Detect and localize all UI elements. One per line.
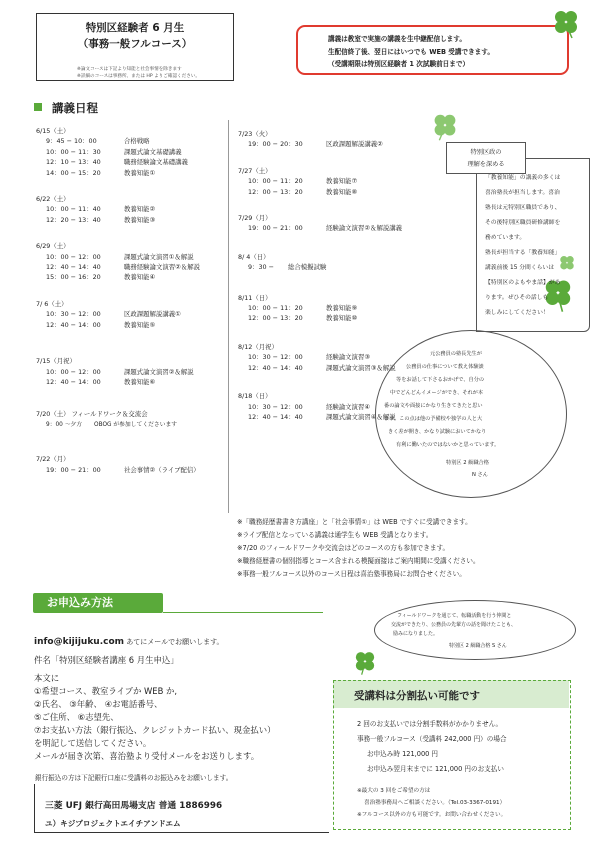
- payment-small: ※フルコース以外の方も可能です。お問い合わせください。: [357, 812, 507, 818]
- apply-item: メールが届き次第、喜治塾より受付メールをお送りします。: [34, 751, 260, 761]
- notice-line: （受講期限は特別区経験者 1 次試験前日まで）: [328, 60, 470, 68]
- schedule-date: 7/29（月）: [238, 214, 272, 223]
- testimonial-bubble: 元公務員の塾長先生が 公務員の仕事について教え体験談 等をお話して下さるおかげで、自分の 中でどんどんイメージができ、それが本 番の論文や面接にかなり生きてきたと思い ます。この点は他の予備校や独学の人と大 きく差が開き、かなり試験においてかなり 有利に働いたのではないかと思っています。 特別区 2 級職合格 N さん: [375, 330, 567, 498]
- email-link[interactable]: info@kijijuku.com: [34, 637, 125, 647]
- note-line: ※事務一般フルコース以外のコース日程は喜治塾事務局にお問合せください。: [237, 570, 466, 578]
- bank-box: [34, 774, 329, 833]
- schedule-column-left: 6/15（土） 9：45 − 10：00 合格戦略 10：00 − 11：30 課題式論文基礎講義 12：10 − 13：40 職務経験論文基礎講義 14：00 − 15：20 教養知能① 6/22（土） 10：00 − 11：40 教養知能② 12：20 − 13：40 教養知能③ 6/29（土） 10：00 − 12：00 課題式論文演習①＆解説 12：40 − 14：40 職務経験論文演習②＆解説 15：00 − 16：20 教養知能④ 7/ 6（土） 10：30 − 12：00 区政課題解説講義① 12：40 − 14：00 教養知能⑤ 7/15（月祝） 10：00 − 12：00 課題式論文演習②＆解説 12：40 − 14：00 教養知能⑥ 7/20（土） フィールドワーク＆交流会 9：00 ～夕方 OBOG が参加してくださいます 7/22（月） 19：00 − 21：00 社会事情②（ライブ配信）: [36, 127, 201, 474]
- notice-line: 講義は教室で実施の講義を生中継配信します。: [328, 35, 466, 43]
- apply-heading: お申込み方法: [33, 593, 163, 613]
- apply-item: ⑤ご住所、 ⑥志望先、: [34, 712, 119, 722]
- payment-line: 事務一般フルコース（受講料 242,000 円）の場合: [357, 735, 507, 743]
- note-line: ※職務経歴書の個別指導とコース含まれる模擬面接はご案内期間に受講ください。: [237, 557, 480, 565]
- apply-subject: 件名「特別区経験者講座 6 月生申込」: [34, 655, 179, 665]
- schedule-date: 8/12（月祝）: [238, 342, 278, 351]
- schedule-date: 7/ 6（土）: [36, 299, 68, 308]
- clover-icon: [350, 648, 380, 678]
- clover-icon: [548, 6, 584, 42]
- schedule-date: 6/29（土）: [36, 242, 70, 251]
- payment-small: 喜治塾事務局へご相談ください。（Tel.03-3367-0191）: [364, 800, 506, 806]
- schedule-date: 8/ 4（日）: [238, 252, 270, 261]
- side-panel: 「教養知能」の講義の多くは 喜治塾長が担当します。喜治 塾長は元特別区職員であり、 その後特別区職員研修講師を 務めています。 塾長が担当する「教養知能」 講義前後 15 分間くらいは 【特別区のよもやま話】があ ります。ぜひその話しも 楽しみにしてください！: [476, 158, 590, 332]
- bank-note: 銀行振込の方は下記銀行口座に受講料のお振込みをお願いします。: [35, 774, 233, 782]
- apply-email-line: info@kijijuku.com あてにメールでお願いします。: [34, 637, 224, 647]
- title-note: ※論文コースは下記より知能と社会事情を除きます: [77, 67, 182, 72]
- payment-small: ※最大の 3 回をご希望の方は: [357, 788, 431, 794]
- course-title: 特別区経験者 6 月生: [85, 22, 185, 34]
- schedule-column-right: 7/23（火） 19：00 − 20：30 区政課題解説講義② 7/27（土） 10：00 − 11：20 教養知能⑦ 12：00 − 13：20 教養知能⑧ 7/29（月） 19：00 − 21：00 経験論文演習②＆解説講義 8/ 4（日） 9：30 − 総合模擬試験 8/11（日） 10：00 − 11：20 教養知能⑨ 12：00 − 13：20 教養知能⑩ 8/12（月祝） 10：30 − 12：00 経験論文演習③ 12：40 − 14：40 課題式論文演習③＆解説 8/18（日） 10：30 − 12：00 経験論文演習④ 12：40 − 14：40 課題式論文演習④＆解説: [238, 130, 403, 421]
- apply-item: ①希望コース、教室ライブか WEB か,: [34, 686, 178, 696]
- schedule-date: 6/15（土）: [36, 127, 70, 135]
- notice-line: 生配信終了後、翌日にはいつでも WEB 受講できます。: [328, 48, 494, 56]
- payment-line: お申込み時 121,000 円: [367, 750, 439, 758]
- note-line: ※7/20 のフィールドワークや交流会はどのコースの方も参加できます。: [237, 544, 450, 552]
- schedule-date: 8/11（日）: [238, 293, 272, 302]
- schedule-date: 7/27（土）: [238, 166, 272, 175]
- bank-name: ユ）キジプロジェクトエイチアンドエム: [45, 819, 181, 828]
- payment-heading: 受講料は分割払い可能です: [354, 690, 480, 702]
- payment-line: お申込み翌月末までに 121,000 円のお支払い: [367, 765, 504, 773]
- apply-item: を明記して送信してください。: [34, 738, 152, 748]
- payment-line: 2 回のお支払いでは分割手数料がかかりません。: [357, 720, 503, 728]
- schedule-date: 7/20（土） フィールドワーク＆交流会: [36, 410, 148, 419]
- apply-item: ⑦お支払い方法（銀行振込、クレジットカード払い、現金払い）: [34, 725, 276, 735]
- course-subtitle: （事務一般フルコース）: [77, 38, 193, 50]
- side-title-box: 特別区政の 理解を深める: [446, 142, 526, 174]
- schedule-date: 6/22（土）: [36, 195, 70, 204]
- note-line: ※「職務経歴書書き方講座」と「社会事情①」は WEB ですぐに受講できます。: [237, 518, 472, 526]
- bank-account: 三菱 UFJ 銀行高田馬場支店 普通 1886996: [45, 801, 223, 811]
- schedule-date: 8/18（日）: [238, 392, 272, 401]
- course-title-box: [36, 13, 234, 81]
- title-note: ※詳細のコースは事務所、または HP よりご確認ください。: [77, 74, 201, 79]
- fieldwork-bubble: フィールドワークを通じて、転職活動を行う仲間と 交流ができたり、公務員の先輩方の話を聞けたことも、 励みになりました。 特別区 2 級職合格 S さん: [374, 600, 576, 660]
- schedule-date: 7/22（月）: [36, 455, 70, 464]
- heading-rule: [163, 612, 323, 613]
- schedule-date: 7/15（月祝）: [36, 357, 76, 366]
- schedule-date: 7/23（火）: [238, 130, 272, 138]
- clover-icon: [428, 110, 462, 144]
- notice-box: [296, 25, 569, 75]
- note-line: ※ライブ配信となっている講義は通学生も WEB 受講となります。: [237, 531, 433, 539]
- schedule-heading: 講義日程: [34, 100, 98, 116]
- column-divider: [228, 120, 229, 513]
- apply-item: ②氏名、 ③年齢、 ④お電話番号、: [34, 699, 163, 709]
- apply-body-label: 本文に: [34, 673, 60, 683]
